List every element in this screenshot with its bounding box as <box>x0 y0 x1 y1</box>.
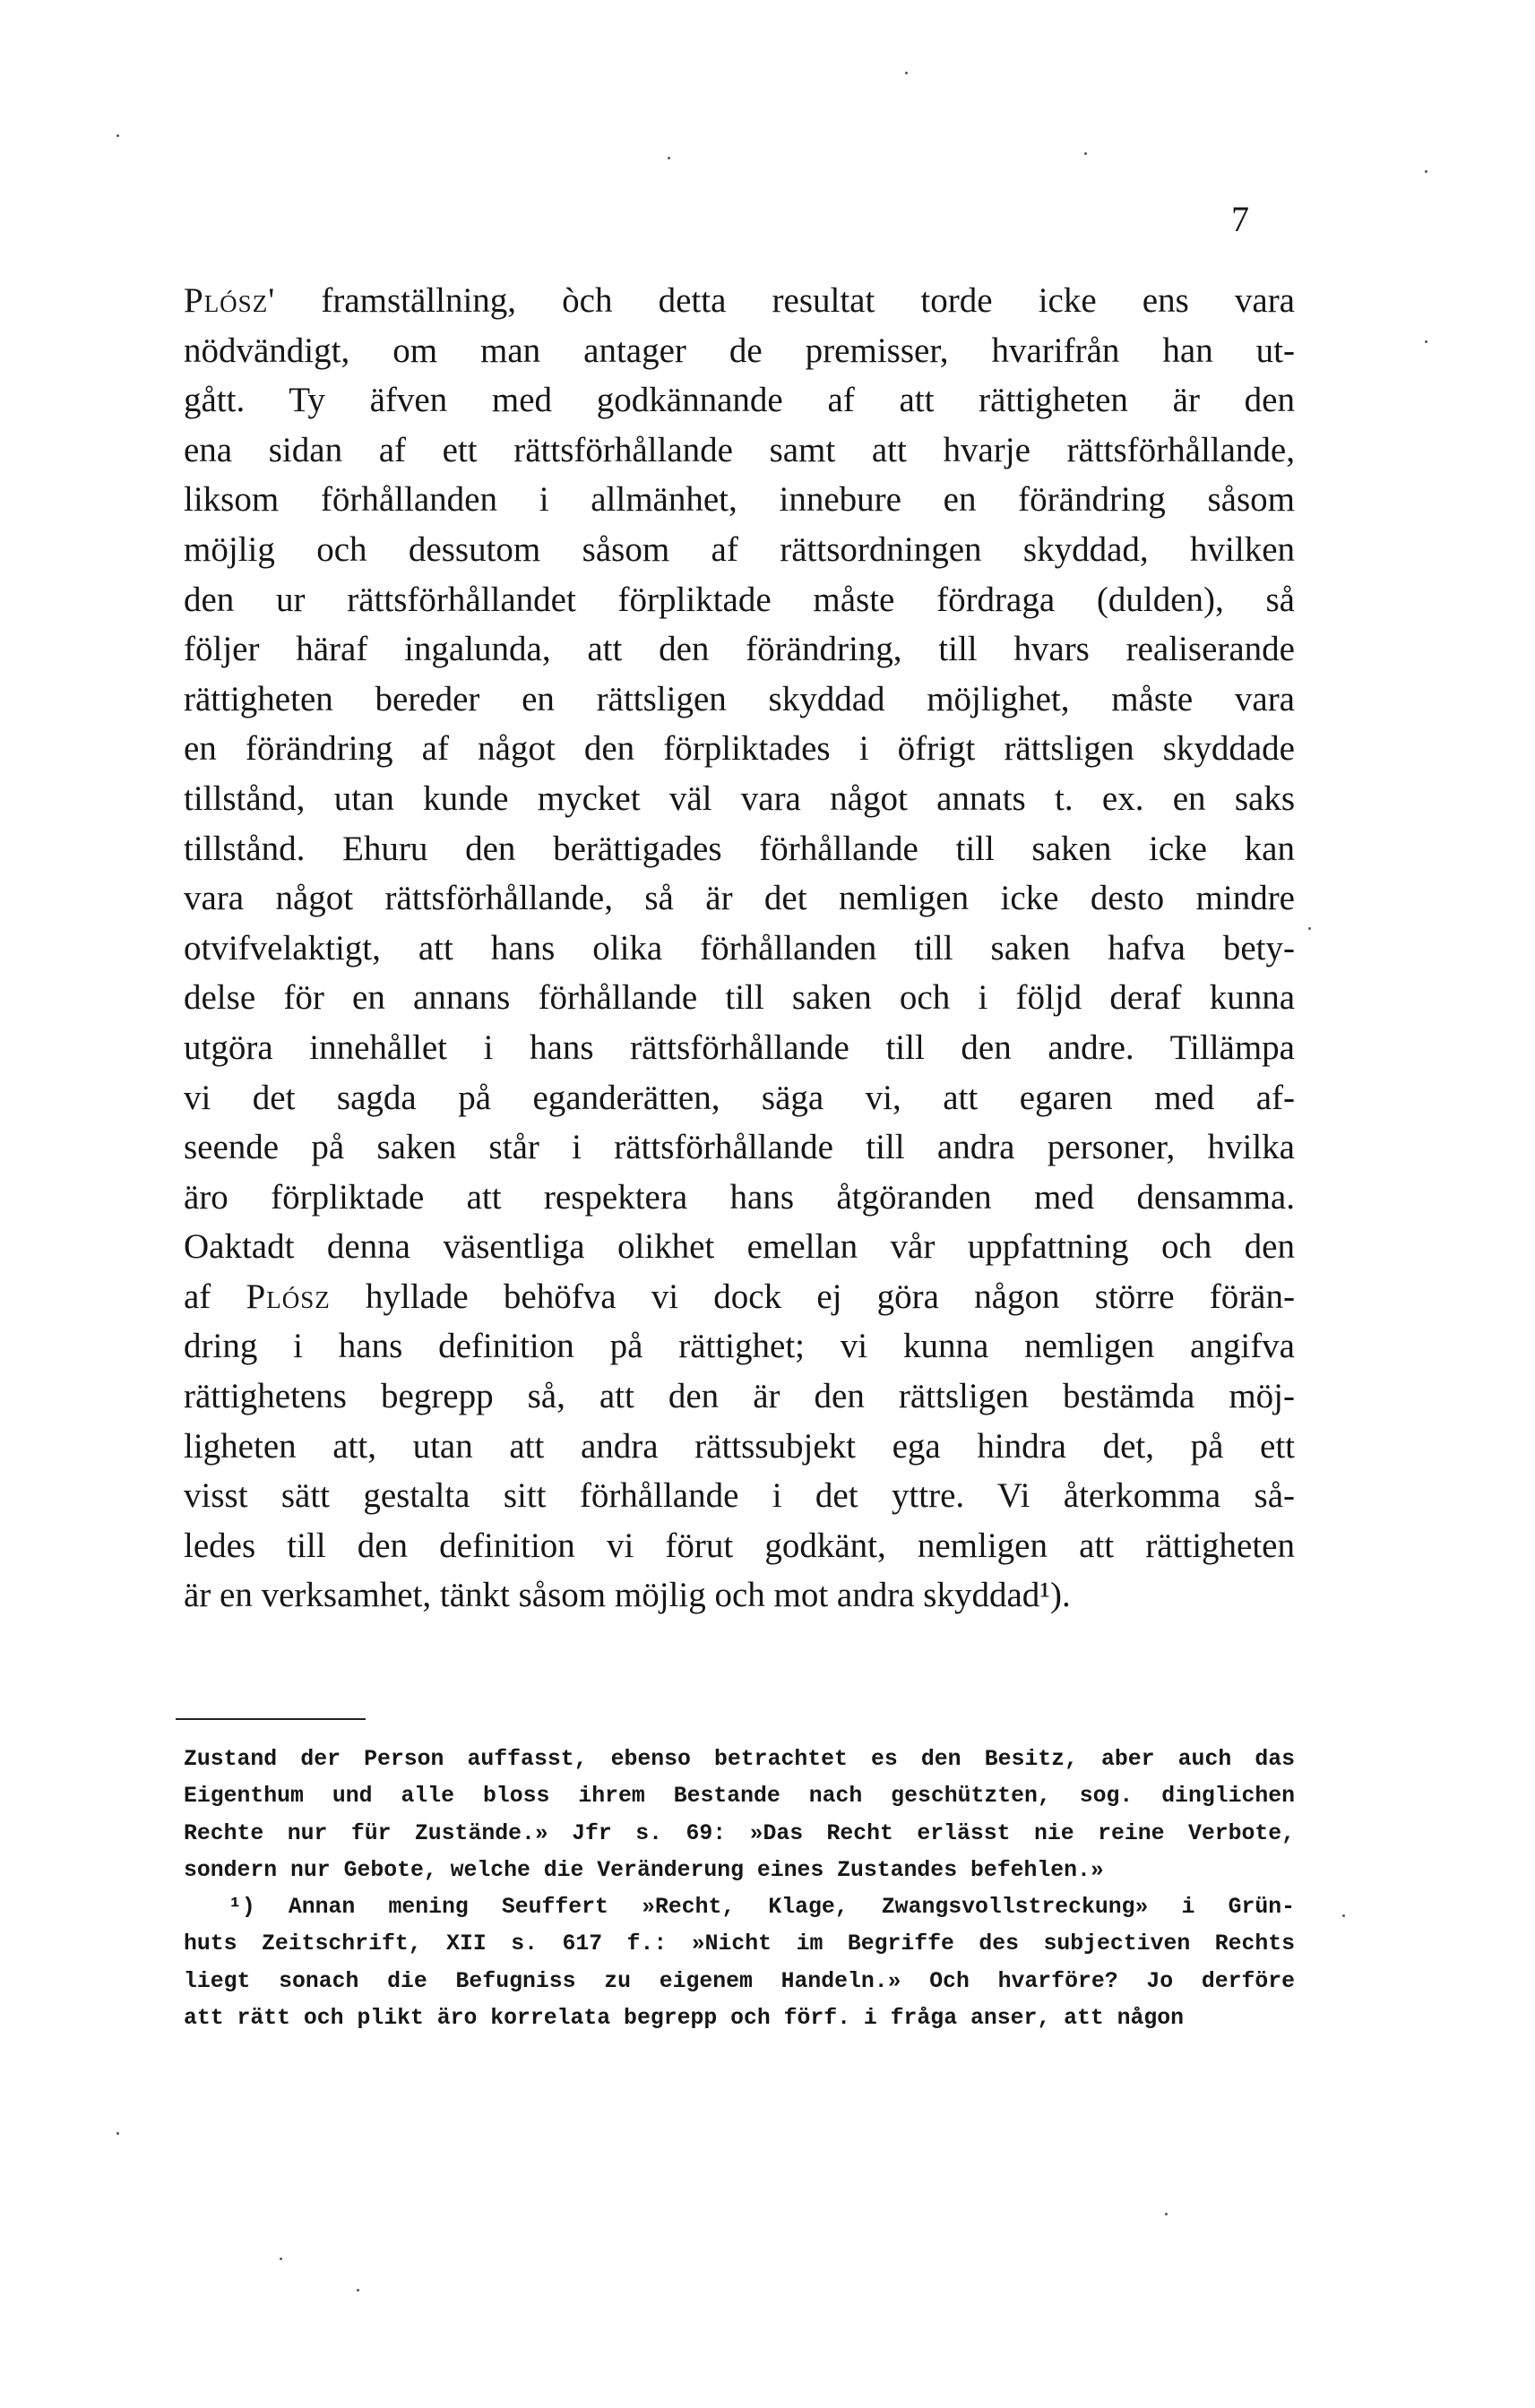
scan-speck <box>668 157 670 159</box>
text-line <box>184 1422 1295 1472</box>
line-segment: otvifvelaktigt, att hans olika förhållanden till saken hafva bety- <box>184 928 1295 968</box>
body-text <box>184 276 1295 1621</box>
line-segment: nödvändigt, om man antager de premisser, hvarifrån han ut- <box>184 331 1295 370</box>
text-line <box>184 724 1295 774</box>
line-segment: utgöra innehållet i hans rättsförhållande till den andre. Tillämpa <box>184 1028 1295 1067</box>
line-segment: tillstånd, utan kunde mycket väl vara något annats t. ex. en saks <box>184 778 1295 818</box>
line-segment: äro förpliktade att respektera hans åtgöranden med densamma. <box>184 1177 1295 1217</box>
text-line <box>184 774 1295 824</box>
footnote-line: liegt sonach die Befugniss zu eigenem Handeln.» Och hvarföre? Jo derföre <box>184 1968 1295 1994</box>
line-segment: ledes till den definition vi förut godkänt, nemligen att rättigheten <box>184 1526 1295 1565</box>
text-line <box>184 276 1295 326</box>
text-line <box>184 1321 1295 1372</box>
line-segment: hyllade behöfva vi dock ej göra någon större förän- <box>330 1277 1295 1316</box>
scan-speck <box>1425 170 1427 173</box>
text-line <box>184 924 1295 974</box>
text-line <box>184 375 1295 426</box>
text-line <box>184 873 1295 924</box>
scan-speck <box>1165 2213 1168 2215</box>
line-segment: Oaktadt denna väsentliga olikhet emellan vår uppfattning och den <box>184 1227 1295 1267</box>
line-segment: tillstånd. Ehuru den berättigades förhållande till saken icke kan <box>184 829 1295 868</box>
line-segment: delse för en annans förhållande till saken och i följd deraf kunna <box>184 978 1295 1018</box>
footnote-line: Eigenthum und alle bloss ihrem Bestande nach geschützten, sog. dinglichen <box>184 1784 1295 1810</box>
text-line <box>184 1222 1295 1272</box>
line-segment: ena sidan af ett rättsförhållande samt att hvarje rättsförhållande, <box>184 430 1295 469</box>
text-line <box>184 1521 1295 1571</box>
footnotes <box>184 1742 1295 2037</box>
text-line <box>184 1023 1295 1073</box>
line-segment: af <box>184 1277 246 1316</box>
scan-speck <box>905 72 908 74</box>
text-line <box>184 326 1295 376</box>
footnote-line: huts Zeitschrift, XII s. 617 f.: »Nicht im Begriffe des subjectiven Rechts <box>184 1931 1295 1957</box>
line-segment: den ur rättsförhållandet förpliktade måste fördraga (dulden), så <box>184 580 1295 619</box>
scan-speck <box>1084 152 1087 155</box>
page-number: 7 <box>1231 199 1249 239</box>
line-segment: seende på saken står i rättsförhållande till andra personer, hvilka <box>184 1128 1295 1167</box>
line-segment: en förändring af något den förpliktades i öfrigt rättsligen skyddade <box>184 729 1295 769</box>
text-line <box>184 624 1295 675</box>
line-segment: liksom förhållanden i allmänhet, innebure en förändring såsom <box>184 480 1295 520</box>
scan-speck <box>1425 340 1427 343</box>
text-line <box>184 1173 1295 1223</box>
line-segment: vara något rättsförhållande, så är det nemligen icke desto mindre <box>184 879 1295 918</box>
author-name: Plósz' <box>184 281 276 320</box>
author-name: Plósz <box>246 1277 331 1316</box>
text-line <box>184 426 1295 476</box>
footnote-line: sondern nur Gebote, welche die Veränderung eines Zustandes befehlen.» <box>184 1857 1104 1883</box>
scan-speck <box>1342 1914 1345 1917</box>
line-segment: gått. Ty äfven med godkännande af att rättigheten är den <box>184 381 1295 420</box>
text-line <box>184 525 1295 575</box>
text-line <box>184 575 1295 625</box>
footnote-line: ¹) Annan mening Seuffert »Recht, Klage, Zwangsvollstreckung» i Grün- <box>229 1895 1295 1921</box>
scan-speck <box>116 134 119 137</box>
text-line <box>184 1073 1295 1123</box>
line-segment: framställning, òch detta resultat torde icke ens vara <box>275 281 1295 320</box>
scan-speck <box>280 2258 282 2260</box>
line-segment: är en verksamhet, tänkt såsom möjlig och mot andra skyddad¹). <box>184 1576 1071 1615</box>
line-segment: ligheten att, utan att andra rättssubjekt ega hindra det, på ett <box>184 1426 1295 1466</box>
text-line <box>184 1570 1295 1621</box>
text-line <box>184 475 1295 525</box>
scan-speck <box>357 2289 359 2292</box>
text-line <box>184 1471 1295 1521</box>
line-segment: följer häraf ingalunda, att den förändring, till hvars realiserande <box>184 630 1295 669</box>
line-segment: dring i hans definition på rättighet; vi kunna nemligen angifva <box>184 1327 1295 1366</box>
footnote-line: Rechte nur für Zustände.» Jfr s. 69: »Das Recht erlässt nie reine Verbote, <box>184 1820 1295 1846</box>
scan-speck <box>1308 927 1311 930</box>
line-segment: vi det sagda på eganderätten, säga vi, att egaren med af- <box>184 1078 1295 1117</box>
text-line <box>184 1122 1295 1173</box>
text-line <box>184 1372 1295 1422</box>
text-line <box>184 973 1295 1023</box>
line-segment: möjlig och dessutom såsom af rättsordningen skyddad, hvilken <box>184 529 1295 569</box>
line-segment: rättigheten bereder en rättsligen skyddad möjlighet, måste vara <box>184 679 1295 718</box>
line-segment: rättighetens begrepp så, att den är den rättsligen bestämda möj- <box>184 1377 1295 1416</box>
text-line <box>184 824 1295 874</box>
footnote-line: Zustand der Person auffasst, ebenso betrachtet es den Besitz, aber auch das <box>184 1747 1295 1772</box>
text-line <box>184 1272 1295 1322</box>
line-segment: visst sätt gestalta sitt förhållande i det yttre. Vi återkomma så- <box>184 1476 1295 1516</box>
scan-speck <box>116 2132 119 2135</box>
footnote-rule <box>176 1718 366 1720</box>
text-line <box>184 675 1295 725</box>
footnote-line: att rätt och plikt äro korrelata begrepp och förf. i fråga anser, att någon <box>184 2006 1185 2032</box>
